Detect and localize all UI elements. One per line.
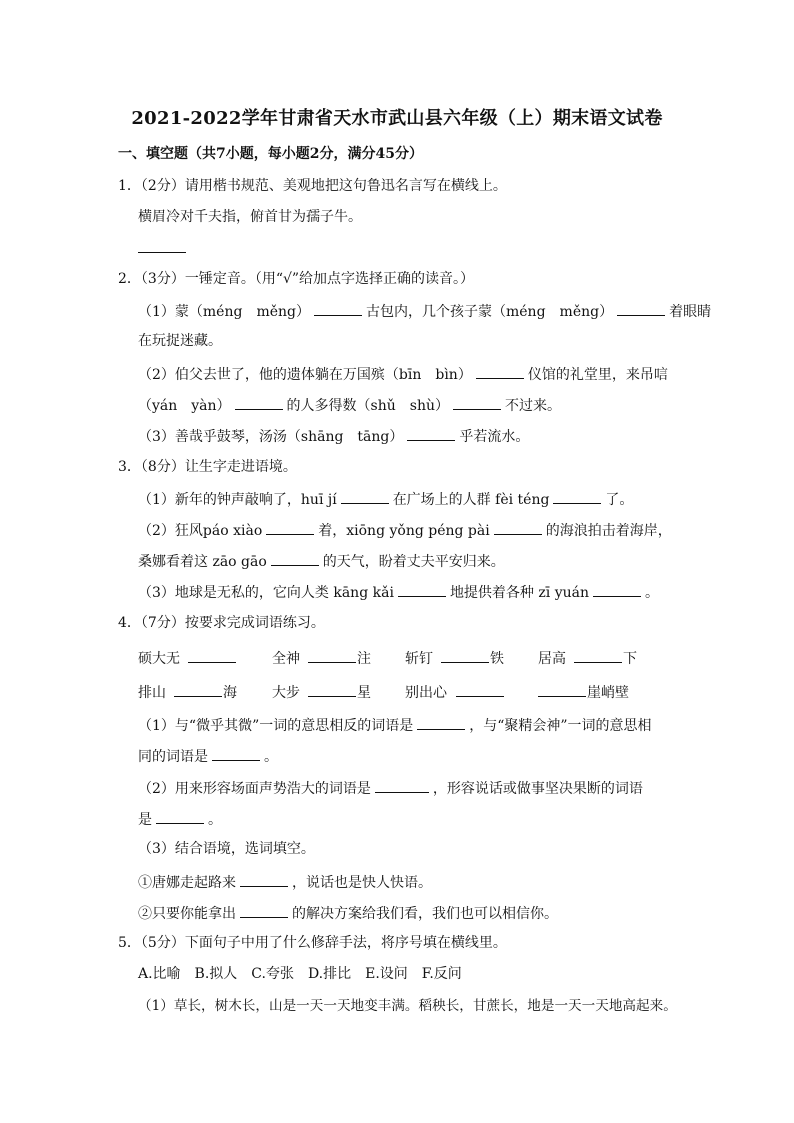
q4-sub-1-cont [138, 746, 278, 766]
q4-stem: 4．（7分）按要求完成词语练习。 [118, 615, 325, 631]
q4-sub-1 [138, 715, 652, 735]
q2-item-2 [138, 364, 668, 384]
q4-2-text-d: 。 [208, 812, 222, 828]
word-2-3: 大步 [272, 685, 300, 701]
q1-stem: 1．（2分）请用楷书规范、美观地把这句鲁迅名言写在横线上。 [118, 178, 507, 194]
blank-2-1[interactable] [174, 682, 222, 701]
word-1-4: 斩钉 [405, 651, 433, 667]
q2-2-blank-b[interactable] [235, 395, 283, 410]
q5-item-1: （1）草长，树木长，山是一天一天地变丰满。稻秧长，甘蔗长，地是一天一天地高起来。 [138, 998, 677, 1014]
q4-c2-blank[interactable] [240, 903, 288, 918]
section-heading: 一、填空题（共7小题，每小题2分，满分45分） [118, 146, 423, 162]
q4-2-text-a: （2）用来形容场面声势浩大的词语是 [138, 781, 371, 797]
q3-stem: 3．（8分）让生字走进语境。 [118, 459, 297, 475]
word-2-5: 别出心 [405, 685, 447, 701]
word-1-3: 注 [357, 651, 371, 667]
q2-1-text-b: 古包内，几个孩子蒙（méng měng） [366, 304, 614, 320]
q1-answer-line[interactable] [138, 238, 186, 258]
word-1-1: 硕大无 [138, 651, 180, 667]
q5-options: A.比喻 B.拟人 C.夸张 D.排比 E.设问 F.反问 [138, 966, 462, 982]
q4-1-blank-a[interactable] [417, 715, 465, 730]
q3-1-text-c: 了。 [605, 492, 634, 508]
q4-c1-text-a: ①唐娜走起路来 [138, 875, 236, 891]
blank-2-3[interactable] [456, 682, 504, 701]
q2-3-text-a: （3）善哉乎鼓琴，汤汤（shāng tāng） [138, 429, 404, 445]
blank-2-4[interactable] [538, 682, 586, 701]
q4-sub-2 [138, 778, 643, 798]
word-1-2: 全神 [272, 651, 300, 667]
q4-2-text-b: ，形容说话或做事坚决果断的词语 [432, 781, 643, 797]
q2-2-blank-c[interactable] [453, 395, 501, 410]
q2-item-2-cont [138, 395, 561, 415]
q2-item-1 [138, 301, 711, 321]
q2-3-text-b: 乎若流水。 [459, 429, 530, 445]
q3-item-1 [138, 489, 633, 509]
q3-2-text-b: 着，xiōng yǒng péng pài [318, 523, 490, 539]
page-title: 2021-2022学年甘肃省天水市武山县六年级（上）期末语文试卷 [131, 108, 663, 129]
q3-item-2-cont [138, 551, 505, 571]
q4-2-blank-b[interactable] [156, 809, 204, 824]
q3-2-text-e: 的天气，盼着丈夫平安归来。 [322, 554, 505, 570]
q3-2-text-a: （2）狂风páo xiào [138, 523, 263, 539]
word-2-1: 排山 [138, 685, 166, 701]
q2-item-1-cont: 在玩捉迷藏。 [138, 333, 222, 349]
q3-2-blank-a[interactable] [266, 520, 314, 535]
q2-2-blank-a[interactable] [476, 364, 524, 379]
q2-item-3 [138, 426, 529, 446]
q2-2-text-c: （yán yàn） [138, 398, 231, 414]
q3-1-blank-b[interactable] [553, 489, 601, 504]
q4-1-text-c: 同的词语是 [138, 749, 208, 765]
q3-3-text-a: （3）地球是无私的，它向人类 kāng kǎi [138, 585, 394, 601]
word-2-2: 海 [223, 685, 237, 701]
q1-quote: 横眉冷对千夫指，俯首甘为孺子牛。 [138, 209, 362, 225]
q3-3-blank-b[interactable] [593, 582, 641, 597]
q4-1-blank-b[interactable] [212, 746, 260, 761]
blank-1-1[interactable] [188, 648, 236, 667]
q4-c2-text-b: 的解决方案给我们看，我们也可以相信你。 [292, 906, 558, 922]
q4-c1-blank[interactable] [240, 872, 288, 887]
q2-1-text-a: （1）蒙（méng měng） [138, 304, 310, 320]
q4-1-text-a: （1）与“微乎其微”一词的意思相反的词语是 [138, 718, 414, 734]
word-1-7: 下 [623, 651, 637, 667]
q3-3-blank-a[interactable] [398, 582, 446, 597]
word-2-4: 星 [357, 685, 371, 701]
q3-1-blank-a[interactable] [341, 489, 389, 504]
q4-1-text-b: ，与“聚精会神”一词的意思相 [469, 718, 652, 734]
q4-sub-2-cont [138, 809, 222, 829]
q3-3-text-b: 地提供着各种 zī yuán [449, 585, 589, 601]
q4-choice-1 [138, 872, 432, 892]
q2-2-text-b: 仪馆的礼堂里，来吊唁 [527, 367, 668, 383]
q3-3-text-c: 。 [644, 585, 659, 601]
word-1-6: 居高 [538, 651, 566, 667]
q5-stem: 5．（5分）下面句子中用了什么修辞手法，将序号填在横线里。 [118, 935, 507, 951]
q4-sub-3: （3）结合语境，选词填空。 [138, 841, 315, 857]
blank-2-2[interactable] [308, 682, 356, 701]
q3-item-2 [138, 520, 672, 540]
q2-1-blank-b[interactable] [617, 301, 665, 316]
q2-1-blank-a[interactable] [314, 301, 362, 316]
q3-2-blank-c[interactable] [271, 551, 319, 566]
q4-1-text-d: 。 [264, 749, 278, 765]
q3-2-text-c: 的海浪拍击着海岸， [545, 523, 672, 539]
blank-1-3[interactable] [441, 648, 489, 667]
q4-2-text-c: 是 [138, 812, 152, 828]
q3-2-text-d: 桑娜看着这 zāo gāo [138, 554, 267, 570]
q2-2-text-e: 不过来。 [504, 398, 561, 414]
word-2-6: 崖峭壁 [587, 685, 629, 701]
q2-1-text-c: 着眼睛 [669, 304, 712, 320]
blank-1-2[interactable] [308, 648, 356, 667]
q2-2-text-d: 的人多得数（shǔ shù） [286, 398, 449, 414]
q4-choice-2 [138, 903, 558, 923]
q4-2-blank-a[interactable] [375, 778, 429, 793]
blank-1-4[interactable] [574, 648, 622, 667]
q3-1-text-b: 在广场上的人群 fèi téng [392, 492, 550, 508]
q3-1-text-a: （1）新年的钟声敲响了，huī jí [138, 492, 337, 508]
q2-2-text-a: （2）伯父去世了，他的遗体躺在万国殡（bīn bìn） [138, 367, 472, 383]
word-1-5: 铁 [490, 651, 504, 667]
q3-item-3 [138, 582, 659, 602]
q2-3-blank[interactable] [407, 426, 455, 441]
q4-c2-text-a: ②只要你能拿出 [138, 906, 236, 922]
q2-stem: 2．（3分）一锤定音。（用“√”给加点字选择正确的读音。） [118, 271, 475, 287]
q4-c1-text-b: ，说话也是快人快语。 [292, 875, 432, 891]
q3-2-blank-b[interactable] [494, 520, 542, 535]
